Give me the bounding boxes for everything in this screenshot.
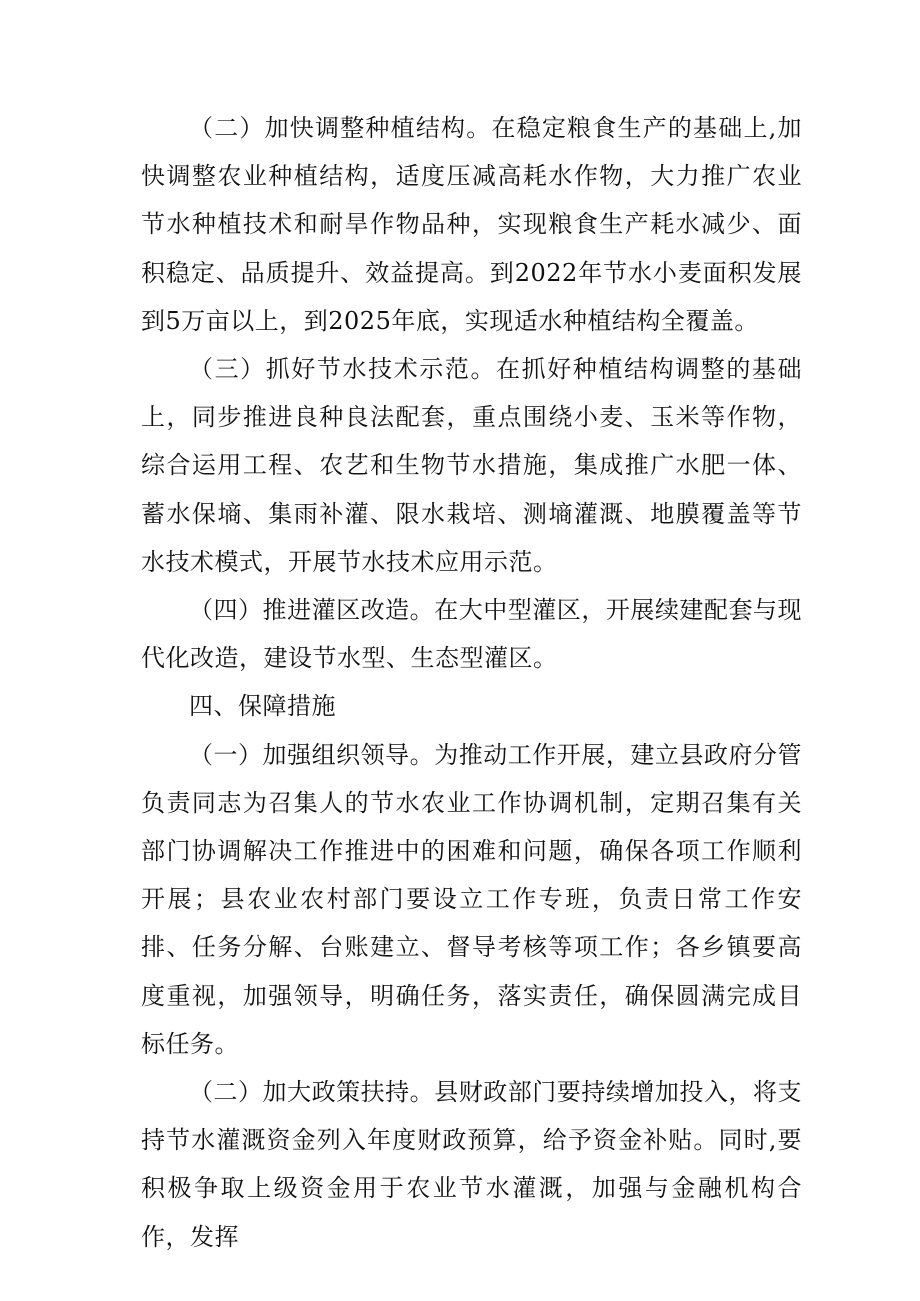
paragraph-planting-structure: （二）加快调整种植结构。在稳定粮食生产的基础上,加快调整农业种植结构，适度压减高耗水作物，大力推广农业节水种植技术和耐旱作物品种，实现粮食生产耗水减少、面积稳定、品质提升、效益提高。到2022年节水小麦面积发展到5万亩以上，到2025年底，实现适水种植结构全覆盖。 [141, 114, 802, 335]
section-heading-safeguards: 四、保障措施 [189, 692, 336, 721]
paragraph-policy-support: （二）加大政策扶持。县财政部门要持续增加投入，将支持节水灌溉资金列入年度财政预算，给予资金补贴。同时,要积极争取上级资金用于农业节水灌溉，加强与金融机构合作，发挥 [141, 1078, 802, 1251]
paragraph-water-saving-demo: （三）抓好节水技术示范。在抓好种植结构调整的基础上，同步推进良种良法配套，重点围绕小麦、玉米等作物，综合运用工程、农艺和生物节水措施，集成推广水肥一体、蓄水保墒、集雨补灌、限水栽培、测墒灌溉、地膜覆盖等节水技术模式，开展节水技术应用示范。 [141, 355, 802, 576]
paragraph-irrigation-district: （四）推进灌区改造。在大中型灌区，开展续建配套与现代化改造，建设节水型、生态型灌区。 [141, 596, 802, 673]
paragraph-organization-leadership: （一）加强组织领导。为推动工作开展，建立县政府分管负责同志为召集人的节水农业工作协调机制，定期召集有关部门协调解决工作推进中的困难和问题，确保各项工作顺利开展；县农业农村部门要设立工作专班，负责日常工作安排、任务分解、台账建立、督导考核等项工作；各乡镇要高度重视，加强领导，明确任务，落实责任，确保圆满完成目标任务。 [141, 740, 802, 1058]
